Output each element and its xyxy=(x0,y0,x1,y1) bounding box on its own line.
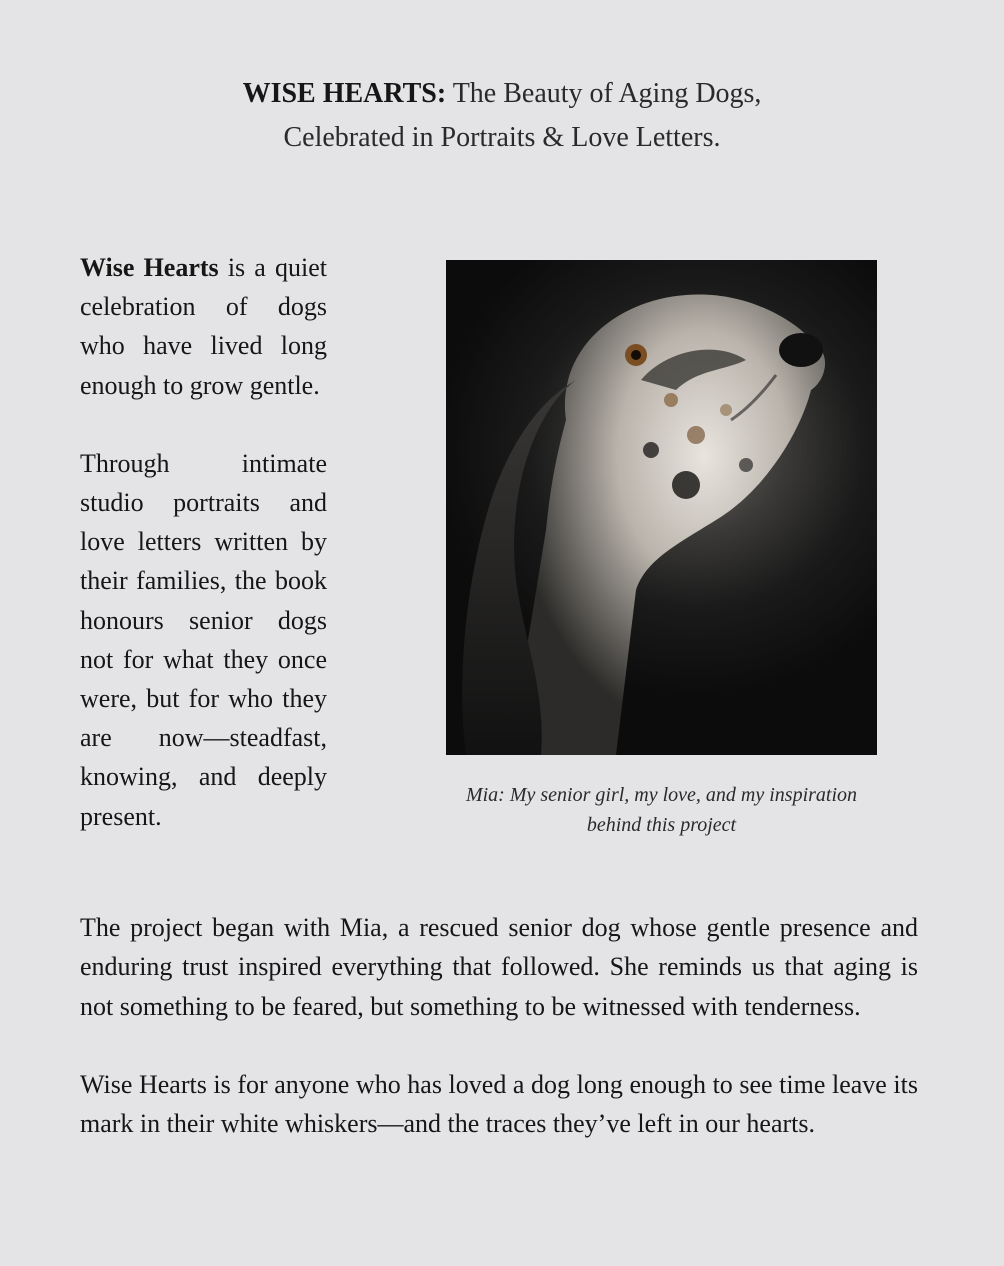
body-section xyxy=(80,908,918,1182)
intro-brand: Wise Hearts xyxy=(80,253,219,282)
page-subtitle: Celebrated in Portraits & Love Letters. xyxy=(283,122,721,153)
dog-portrait-image xyxy=(446,260,877,755)
title-brand: WISE HEARTS: xyxy=(242,78,447,109)
dog-portrait-illustration xyxy=(446,260,877,755)
caption-line-1: Mia: My senior girl, my love, and my inspiration xyxy=(465,784,858,806)
photo-caption xyxy=(446,780,877,840)
page-title xyxy=(0,72,1004,116)
intro-paragraph-1-text: is a quiet celebration of dogs who have lived long enough to grow gentle. xyxy=(80,253,327,400)
intro-paragraph-2: Through intimate studio portraits and love letters written by their families, the book honours senior dogs not for what they once were, but for who they are now—steadfast, knowing, and deeply present. xyxy=(80,448,327,831)
caption-line-2: behind this project xyxy=(586,814,737,836)
body-paragraph-1: The project began with Mia, a rescued senior dog whose gentle presence and enduring trust inspired everything that followed. She reminds us that aging is not something to be feared, but something to be witnessed with tenderness. xyxy=(80,913,918,1021)
intro-column xyxy=(80,248,327,875)
title-text: The Beauty of Aging Dogs, xyxy=(446,78,762,109)
body-paragraph-2: Wise Hearts is for anyone who has loved a dog long enough to see time leave its mark in their white whiskers—and the traces they’ve left in our hearts. xyxy=(80,1069,918,1139)
page-header xyxy=(0,72,1004,160)
intro-paragraph-1 xyxy=(80,248,327,405)
